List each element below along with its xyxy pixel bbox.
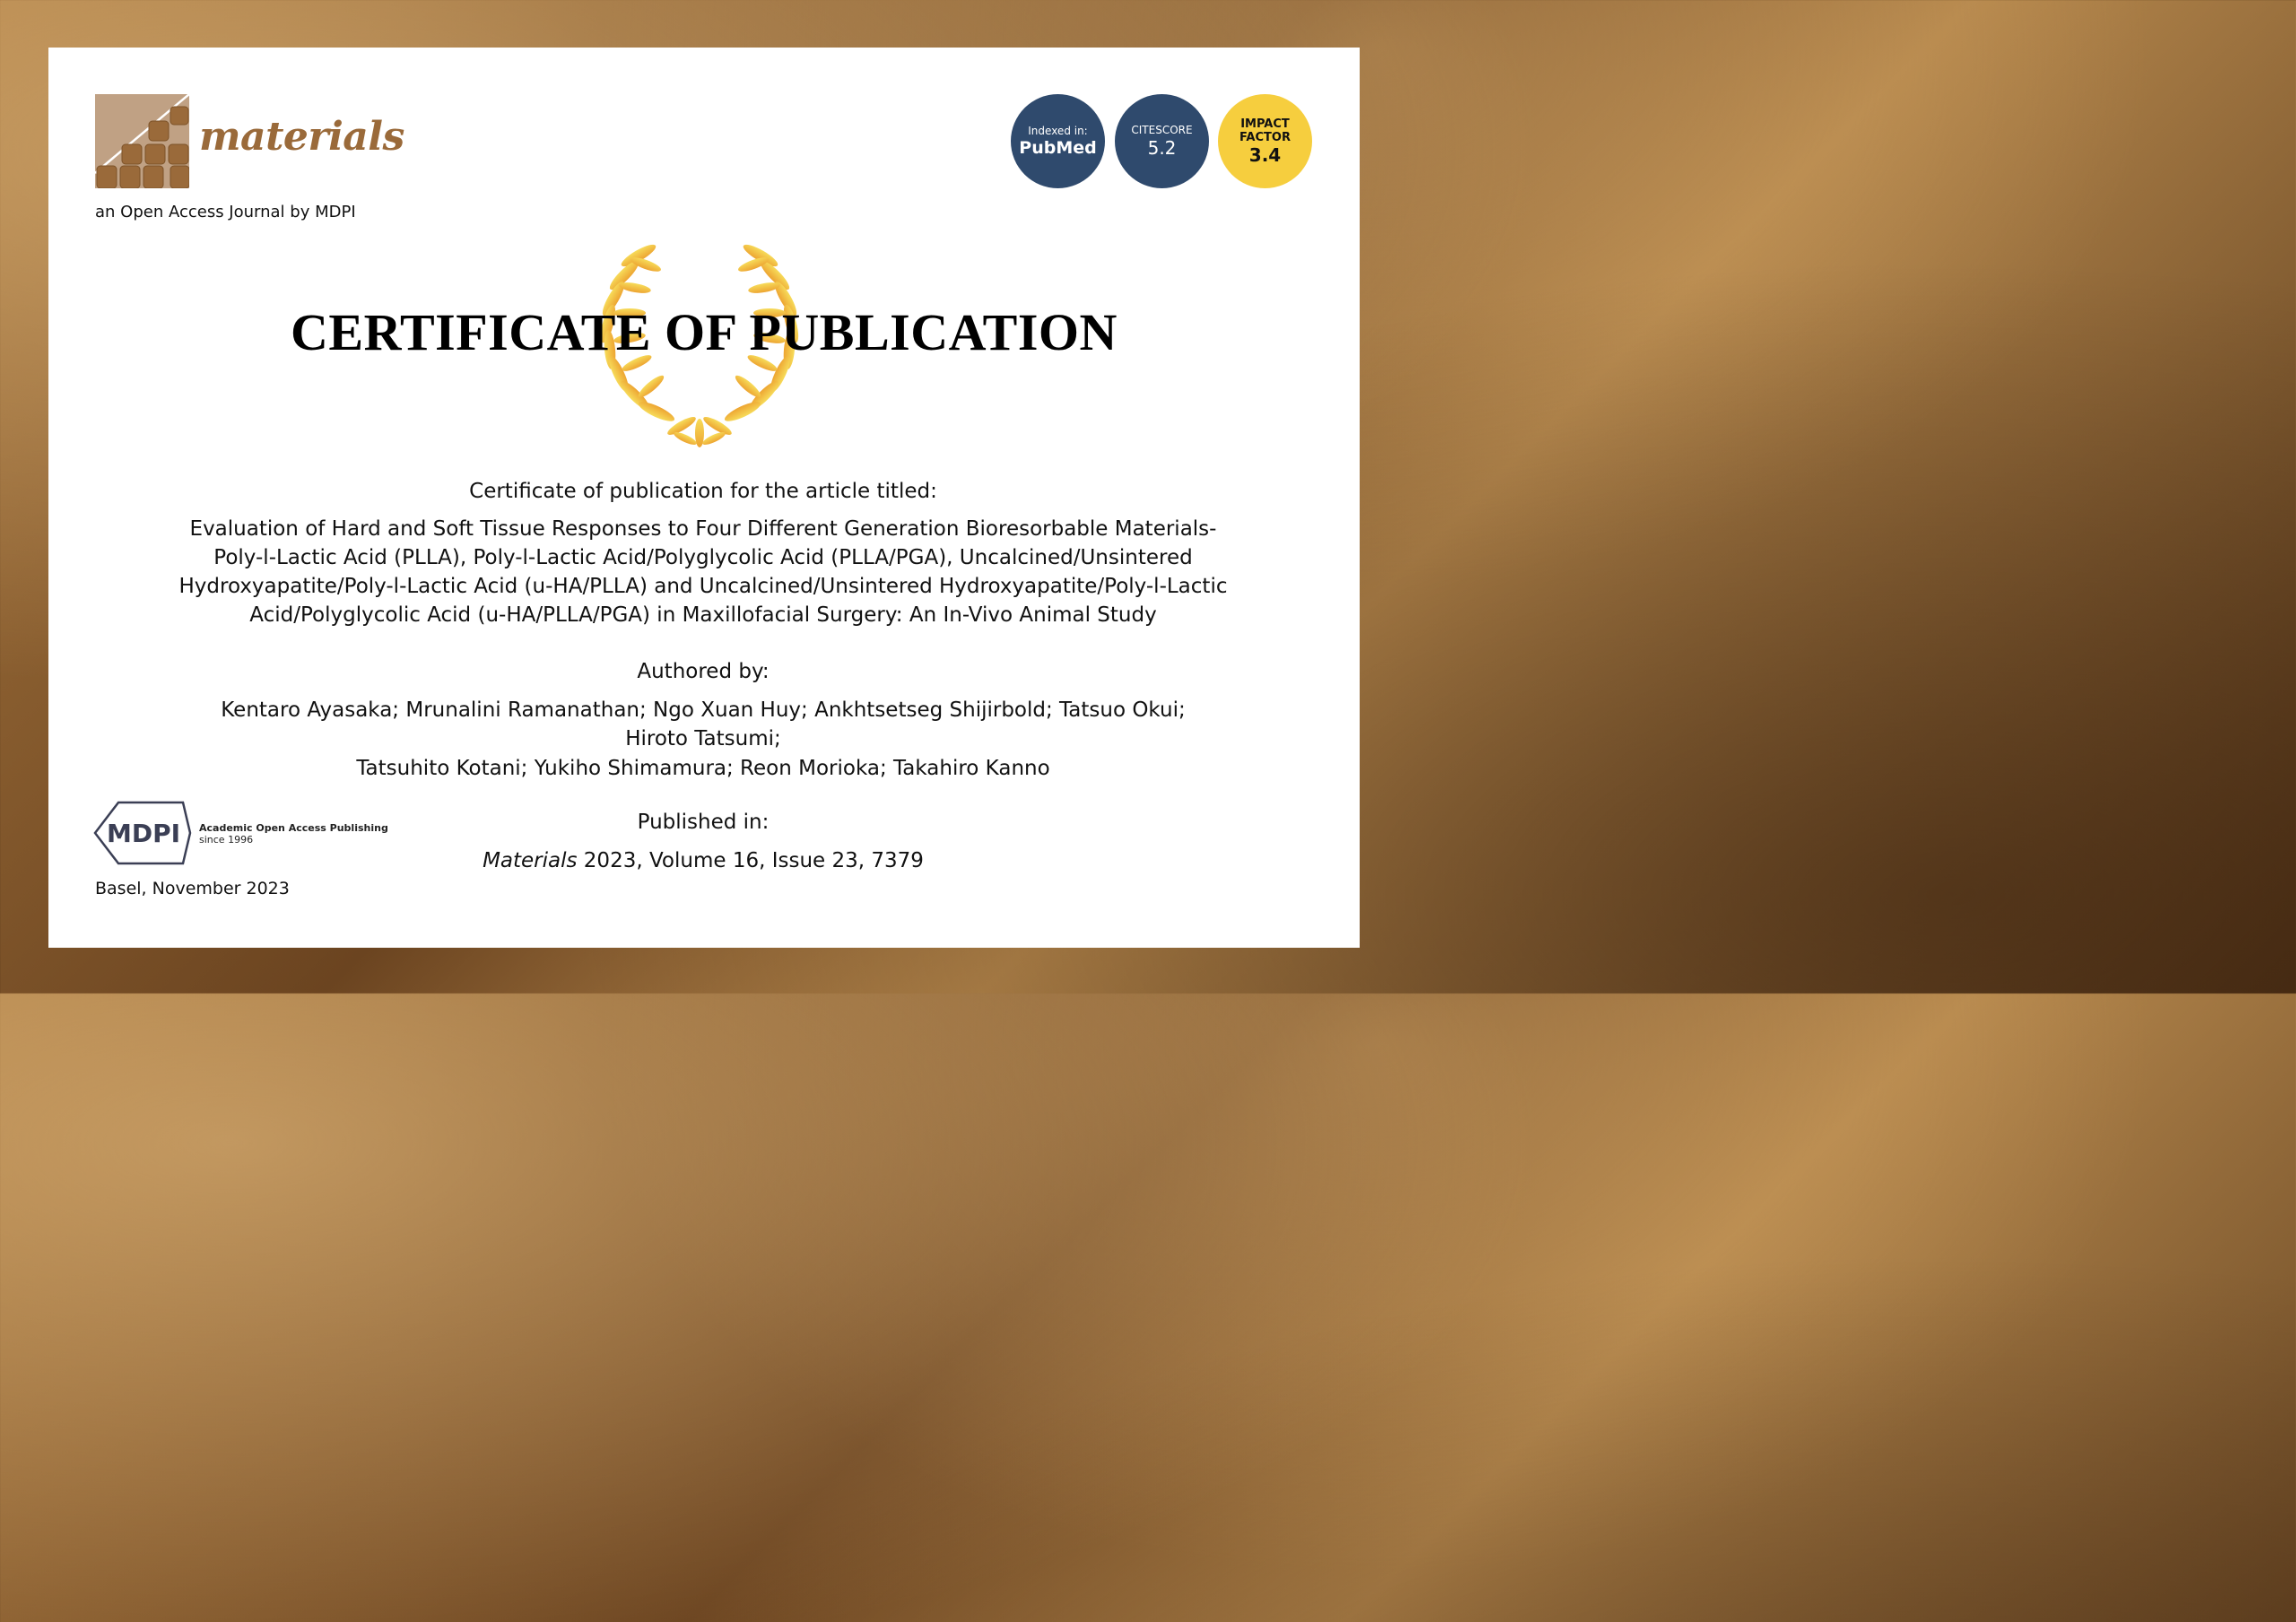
citescore-value: 5.2 xyxy=(1147,137,1177,159)
published-label: Published in: xyxy=(637,811,770,834)
impact-value: 3.4 xyxy=(1248,143,1282,166)
mdpi-logo-icon xyxy=(93,801,192,865)
journal-name: materials xyxy=(199,114,404,160)
authors-line-2: Tatsuhito Kotani; Yukiho Shimamura; Reon Morioka; Takahiro Kanno xyxy=(356,757,1050,780)
publication-journal: Materials xyxy=(483,849,578,872)
impact-label-line2: FACTOR xyxy=(1239,130,1291,144)
certificate-title: CERTIFICATE OF PUBLICATION xyxy=(291,303,1118,361)
publication-year: 2023 xyxy=(583,849,637,872)
mdpi-tagline-block xyxy=(199,822,388,846)
certificate-intro: Certificate of publication for the article titled: xyxy=(469,480,937,503)
authors-line-1: Kentaro Ayasaka; Mrunalini Ramanathan; Ngo Xuan Huy; Ankhtsetseg Shijirbold; Tatsuo Okui; Hiroto Tatsumi; xyxy=(221,698,1186,750)
place-date: Basel, November 2023 xyxy=(95,879,290,898)
impact-label-line1: IMPACT xyxy=(1240,117,1290,131)
pubmed-badge xyxy=(1011,94,1105,188)
citescore-label: CITESCORE xyxy=(1131,124,1193,136)
materials-logo-icon xyxy=(95,94,189,188)
authored-label: Authored by: xyxy=(637,660,770,683)
publication-info xyxy=(165,846,1241,875)
citescore-badge xyxy=(1115,94,1209,188)
mdpi-logo-text: MDPI xyxy=(106,819,181,848)
publication-details: , Volume 16, Issue 23, 7379 xyxy=(636,849,924,872)
impact-factor-badge xyxy=(1218,94,1312,188)
pubmed-badge-line1: Indexed in: xyxy=(1028,125,1088,137)
certificate-frame xyxy=(48,48,1360,948)
pubmed-badge-line2: PubMed xyxy=(1019,138,1097,158)
article-title: Evaluation of Hard and Soft Tissue Responses to Four Different Generation Bioresorbable Materials-Poly-l-Lactic Acid (PLLA), Poly-l-Lactic Acid/Polyglycolic Acid (PLLA/PGA), Uncalcined/Unsintered Hydroxyapatite/Poly-l-Lactic Acid (u-HA/PLLA) and Uncalcined/Unsintered Hydroxyapatite/Poly-l-Lactic Acid/Polyglycolic Acid (u-HA/PLLA/PGA) in Maxillofacial Surgery: An In-Vivo Animal Study xyxy=(178,517,1228,627)
mdpi-tagline: Academic Open Access Publishing xyxy=(199,822,388,834)
mdpi-since: since 1996 xyxy=(199,834,254,846)
journal-subtitle: an Open Access Journal by MDPI xyxy=(95,203,356,221)
